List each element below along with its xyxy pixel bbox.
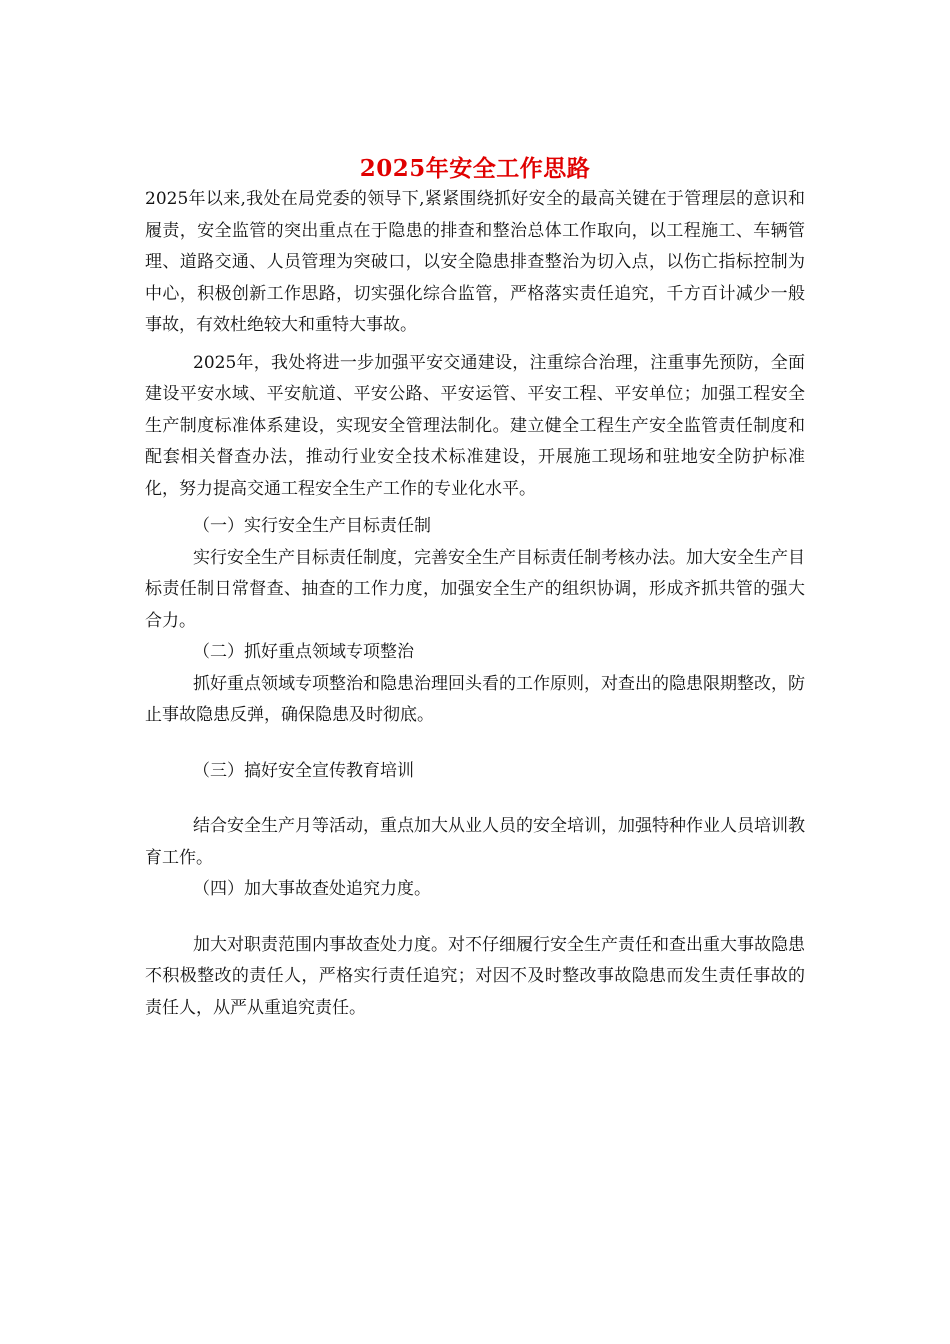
section-body-2: 抓好重点领域专项整治和隐患治理回头看的工作原则，对查出的隐患限期整改，防止事故隐患反弹，确保隐患及时彻底。 — [145, 673, 805, 725]
section-body-1: 实行安全生产目标责任制度，完善安全生产目标责任制考核办法。加大安全生产目标责任制日常督查、抽查的工作力度，加强安全生产的组织协调，形成齐抓共管的强大合力。 — [145, 547, 805, 631]
section-heading-3: （三）搞好安全宣传教育培训 — [193, 760, 414, 781]
intro-paragraph: 2025年以来,我处在局党委的领导下,紧紧围绕抓好安全的最高关键在于管理层的意识和履责，安全监管的突出重点在于隐患的排查和整治总体工作取向，以工程施工、车辆管理、道路交通、人员管理为突破口，以安全隐患排查整治为切入点，以伤亡指标控制为中心，积极创新工作思路，切实强化综合监管，严格落实责任追究，千方百计减少一般事故，有效杜绝较大和重特大事故。 — [145, 189, 805, 335]
document-body — [145, 184, 805, 1024]
page-title: 2025年安全工作思路 — [359, 155, 591, 182]
section-heading-1: （一）实行安全生产目标责任制 — [193, 516, 431, 536]
section-heading-4: （四）加大事故查处追究力度。 — [193, 879, 431, 899]
section-heading-2: （二）抓好重点领域专项整治 — [193, 642, 414, 662]
plan-paragraph: 2025年，我处将进一步加强平安交通建设，注重综合治理，注重事先预防，全面建设平安水域、平安航道、平安公路、平安运管、平安工程、平安单位；加强工程安全生产制度标准体系建设，实现安全管理法制化。建立健全工程生产安全监管责任制度和配套相关督查办法，推动行业安全技术标准建设，开展施工现场和驻地安全防护标准化，努力提高交通工程安全生产工作的专业化水平。 — [145, 352, 805, 499]
section-body-4: 加大对职责范围内事故查处力度。对不仔细履行安全生产责任和查出重大事故隐患不积极整改的责任人，严格实行责任追究；对因不及时整改事故隐患而发生责任事故的责任人，从严从重追究责任。 — [145, 934, 805, 1018]
section-body-3: 结合安全生产月等活动，重点加大从业人员的安全培训，加强特种作业人员培训教育工作。 — [145, 816, 805, 868]
